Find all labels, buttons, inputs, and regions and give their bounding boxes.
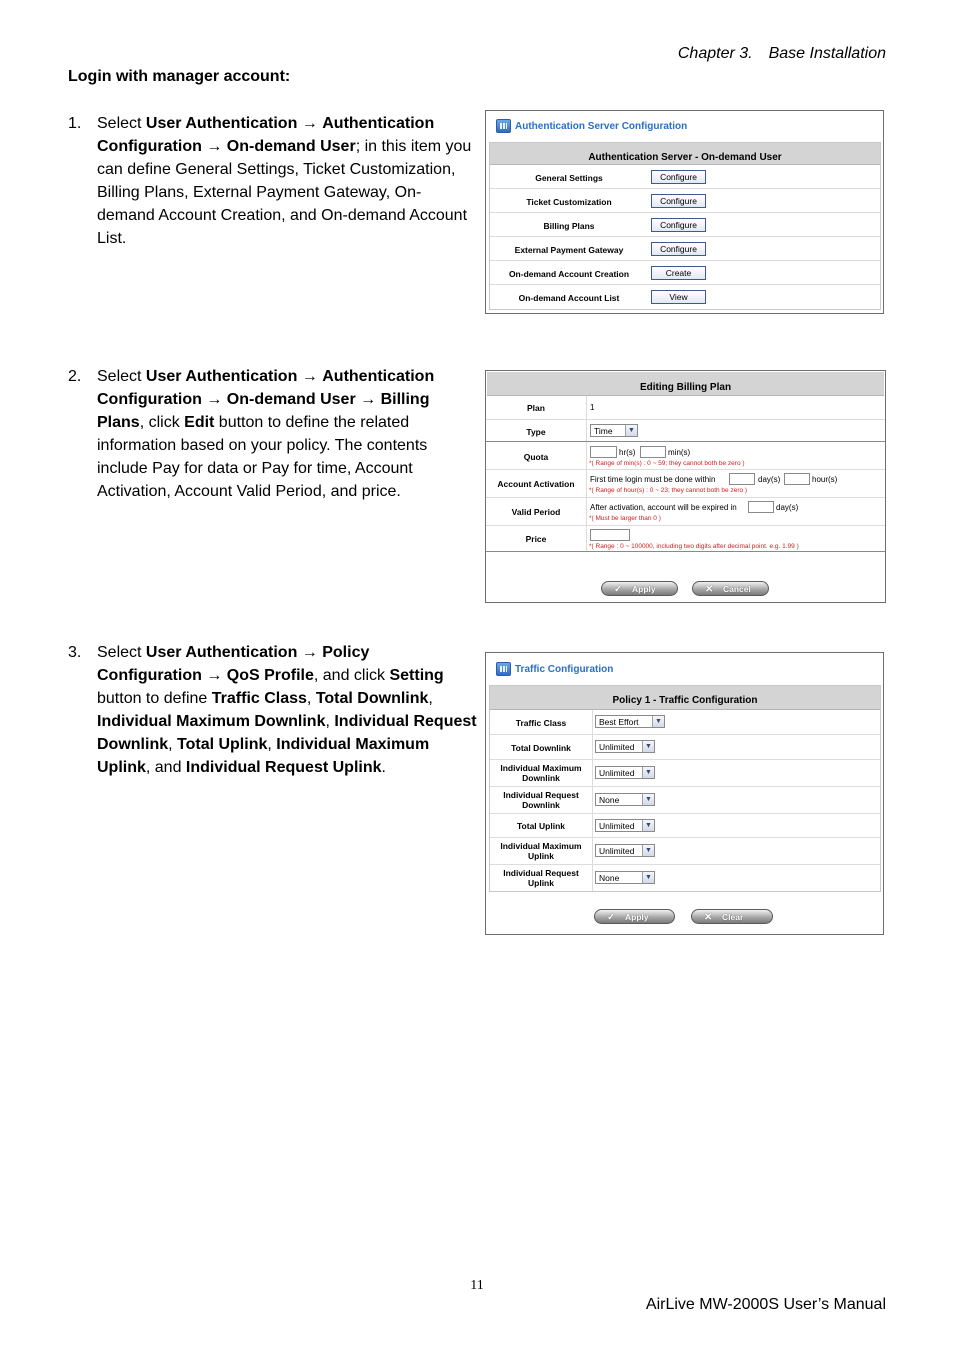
check-icon: ✓ (614, 584, 623, 595)
activation-row: Account Activation First time login must be done within day(s) hour(s) *( Range of hour(s) : 0 ~ 23; they cannot both be zero ) (486, 470, 885, 498)
page-header (678, 45, 886, 63)
table-header: Editing Billing Plan (487, 372, 884, 396)
quota-row: Quota hr(s) min(s) *( Range of min(s) : 0 ~ 59; they cannot both be zero ) (486, 442, 885, 470)
config-grid-icon (496, 119, 511, 133)
billing-plans-configure-button[interactable]: Configure (651, 218, 706, 232)
traffic-class-select[interactable]: Best Effort ▼ (595, 715, 665, 728)
close-icon: ✕ (705, 584, 714, 595)
individual-max-uplink-select[interactable]: Unlimited ▼ (595, 844, 655, 857)
step-text: Select User Authentication → Authentication Configuration → On-demand User → Billing Plans, click Edit button to define the related information based on your policy. The contents include Pay for data or Pay for time, Account Activation, Account Valid Period, and price. (97, 368, 435, 500)
total-uplink-select[interactable]: Unlimited ▼ (595, 819, 655, 832)
table-row: On-demand Account Creation Create (490, 261, 880, 285)
valid-period-row: Valid Period After activation, account will be expired in day(s) *( Must be larger than 0 ) (486, 498, 885, 526)
plan-value: 1 (590, 403, 595, 412)
step-text: Select User Authentication → Authentication Configuration → On-demand User; in this item you can define General Settings, Ticket Customization, Billing Plans, External Payment Gateway, On-demand Account Creation, and On-demand Account List. (97, 115, 472, 247)
chevron-down-icon: ▼ (625, 425, 637, 436)
activation-hours-input[interactable] (784, 473, 810, 485)
step-1 (68, 112, 478, 250)
table-row: General Settings Configure (490, 165, 880, 189)
page-number: 11 (470, 1278, 484, 1293)
individual-max-downlink-select[interactable]: Unlimited ▼ (595, 766, 655, 779)
valid-days-input[interactable] (748, 501, 774, 513)
table-row: Individual Maximum Downlink Unlimited ▼ (490, 760, 880, 787)
apply-button[interactable]: ✓ Apply (601, 581, 678, 596)
step-text: Select User Authentication → Policy Configuration → QoS Profile, and click Setting button to define Traffic Class, Total Downlink, Individual Maximum Downlink, Individual Request Downlink, Total Uplink, Individual Maximum Uplink, and Individual Request Uplink. (97, 644, 477, 776)
table-row: Traffic Class Best Effort ▼ (490, 710, 880, 735)
step-number: 2. (68, 368, 82, 385)
table-header: Authentication Server - On-demand User (490, 143, 880, 165)
chevron-down-icon: ▼ (642, 845, 654, 856)
chevron-down-icon: ▼ (642, 794, 654, 805)
table-row: Individual Maximum Uplink Unlimited ▼ (490, 838, 880, 865)
general-settings-configure-button[interactable]: Configure (651, 170, 706, 184)
price-row: Price *( Range : 0 ~ 100000, including two digits after decimal point. e.g. 1.99 ) (486, 526, 885, 552)
billing-plan-screenshot (485, 370, 886, 603)
total-downlink-select[interactable]: Unlimited ▼ (595, 740, 655, 753)
table-row: Total Downlink Unlimited ▼ (490, 735, 880, 760)
plan-row: Plan 1 (486, 396, 885, 420)
panel-title: Authentication Server Configuration (496, 119, 687, 133)
type-select[interactable]: Time ▼ (590, 424, 638, 437)
step-number: 3. (68, 644, 82, 661)
panel-title: Traffic Configuration (496, 662, 613, 676)
individual-request-downlink-select[interactable]: None ▼ (595, 793, 655, 806)
table-row: Ticket Customization Configure (490, 189, 880, 213)
chevron-down-icon: ▼ (642, 767, 654, 778)
ticket-customization-configure-button[interactable]: Configure (651, 194, 706, 208)
step-2 (68, 365, 478, 503)
type-row: Type Time ▼ (486, 420, 885, 442)
table-row: Total Uplink Unlimited ▼ (490, 814, 880, 838)
chapter-label: Chapter 3. (677, 45, 753, 62)
payment-gateway-configure-button[interactable]: Configure (651, 242, 706, 256)
table-row: Individual Request Downlink None ▼ (490, 787, 880, 814)
apply-button[interactable]: ✓ Apply (594, 909, 675, 924)
traffic-config-screenshot (485, 652, 884, 935)
chevron-down-icon: ▼ (642, 820, 654, 831)
close-icon: ✕ (704, 912, 713, 923)
page-footer: AirLive MW-2000S User’s Manual (645, 1296, 886, 1313)
on-demand-user-table (489, 142, 881, 310)
account-list-view-button[interactable]: View (651, 290, 706, 304)
price-input[interactable] (590, 529, 630, 541)
table-row: On-demand Account List View (490, 285, 880, 309)
account-create-button[interactable]: Create (651, 266, 706, 280)
step-3 (68, 641, 478, 779)
table-row: Individual Request Uplink None ▼ (490, 865, 880, 891)
traffic-table (489, 685, 881, 892)
section-heading: Login with manager account: (68, 68, 291, 85)
auth-server-config-screenshot (485, 110, 884, 314)
table-header: Policy 1 - Traffic Configuration (490, 686, 880, 710)
quota-hours-input[interactable] (590, 446, 617, 458)
config-grid-icon (496, 662, 511, 676)
chevron-down-icon: ▼ (642, 872, 654, 883)
table-row: Billing Plans Configure (490, 213, 880, 237)
chevron-down-icon: ▼ (642, 741, 654, 752)
table-row: External Payment Gateway Configure (490, 237, 880, 261)
step-number: 1. (68, 115, 82, 132)
clear-button[interactable]: ✕ Clear (691, 909, 773, 924)
chevron-down-icon: ▼ (652, 716, 664, 727)
chapter-title: Base Installation (768, 45, 886, 62)
cancel-button[interactable]: ✕ Cancel (692, 581, 769, 596)
activation-days-input[interactable] (729, 473, 755, 485)
check-icon: ✓ (607, 912, 616, 923)
quota-minutes-input[interactable] (640, 446, 666, 458)
individual-request-uplink-select[interactable]: None ▼ (595, 871, 655, 884)
